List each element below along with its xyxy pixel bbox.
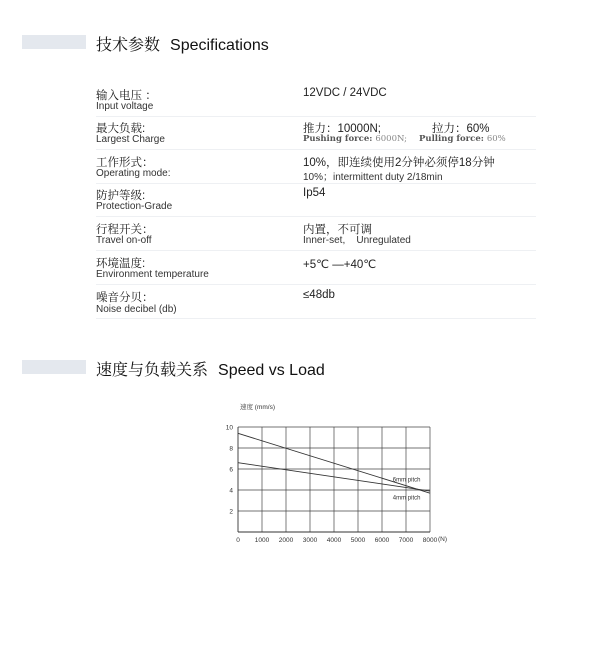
y-tick-label: 4 bbox=[229, 487, 233, 495]
section-marker-specs bbox=[22, 35, 86, 49]
specs-heading bbox=[96, 32, 269, 55]
chart-title-en: Speed vs Load bbox=[218, 362, 325, 379]
x-tick-label: 8000 bbox=[422, 537, 438, 544]
pushing-force-label: Pushing force: bbox=[303, 134, 373, 144]
x-tick-label: 2000 bbox=[278, 537, 294, 544]
x-tick-label: 4000 bbox=[326, 537, 342, 544]
spec-value: +5℃ —+40℃ bbox=[303, 259, 377, 271]
spec-row-largest-charge bbox=[96, 120, 516, 150]
row-divider bbox=[96, 116, 536, 117]
spec-label-en: Largest Charge bbox=[96, 134, 165, 145]
spec-label-zh: 防护等级: bbox=[96, 190, 146, 202]
y-tick-label: 6 bbox=[229, 466, 233, 474]
spec-row-input-voltage bbox=[96, 87, 516, 117]
spec-label-zh: 噪音分贝： bbox=[96, 292, 154, 304]
spec-label-en: Environment temperature bbox=[96, 269, 209, 280]
x-tick-label: 5000 bbox=[350, 537, 366, 544]
x-tick-label: 7000 bbox=[398, 537, 414, 544]
x-tick-label: 3000 bbox=[302, 537, 318, 544]
spec-row-operating-mode bbox=[96, 154, 516, 184]
spec-label-en: Input voltage bbox=[96, 101, 154, 112]
pulling-force-value: 60% bbox=[486, 134, 506, 144]
row-divider bbox=[96, 318, 536, 319]
row-divider bbox=[96, 183, 536, 184]
spec-label-zh: 最大负载: bbox=[96, 123, 146, 135]
spec-label-en: Protection-Grade bbox=[96, 201, 173, 212]
x-tick-label: 6000 bbox=[374, 537, 390, 544]
pulling-force-line bbox=[419, 134, 506, 144]
spec-row-travel-switch bbox=[96, 221, 516, 251]
spec-value-line2: Inner-set, Unregulated bbox=[303, 235, 411, 246]
spec-value-right: 拉力：60% bbox=[432, 123, 490, 135]
spec-label-zh: 行程开关： bbox=[96, 224, 154, 236]
spec-label-en: Travel on-off bbox=[96, 235, 152, 246]
x-tick-label: 1000 bbox=[254, 537, 270, 544]
spec-label-en: Operating mode: bbox=[96, 168, 171, 179]
chart-heading bbox=[96, 357, 325, 380]
spec-value: 推力：10000N; bbox=[303, 123, 381, 135]
y-axis-label: 速度 (mm/s) bbox=[240, 404, 276, 411]
row-divider bbox=[96, 149, 536, 150]
row-divider bbox=[96, 284, 536, 285]
y-tick-label: 10 bbox=[225, 424, 233, 432]
chart-title-zh: 速度与负载关系 bbox=[96, 362, 209, 379]
speed-load-chart bbox=[220, 398, 460, 558]
pushing-force-line bbox=[303, 134, 407, 144]
row-divider bbox=[96, 216, 536, 217]
pushing-force-value: 6000N; bbox=[375, 134, 407, 144]
y-tick-label: 2 bbox=[229, 508, 233, 516]
spec-label-zh: 输入电压 ： bbox=[96, 90, 157, 102]
spec-value: ≤48db bbox=[303, 289, 335, 301]
spec-value: 10%，即连续使用2分钟必须停18分钟 bbox=[303, 157, 495, 169]
spec-value-line2: 10%；intermittent duty 2/18min bbox=[303, 172, 443, 183]
row-divider bbox=[96, 250, 536, 251]
specs-title-zh: 技术参数 bbox=[96, 37, 161, 54]
spec-label-zh: 工作形式： bbox=[96, 157, 154, 169]
pulling-force-label: Pulling force: bbox=[419, 134, 484, 144]
series-label: 4mm pitch bbox=[392, 495, 421, 502]
specs-title-en: Specifications bbox=[170, 37, 269, 54]
y-tick-label: 8 bbox=[229, 445, 233, 453]
spec-row-noise-decibel bbox=[96, 289, 516, 319]
spec-value: 12VDC / 24VDC bbox=[303, 87, 387, 99]
spec-label-zh: 环境温度: bbox=[96, 258, 146, 270]
spec-label-en: Noise decibel (db) bbox=[96, 304, 177, 315]
spec-row-protection-grade bbox=[96, 187, 516, 217]
spec-value: 内置，不可调 bbox=[303, 224, 372, 236]
spec-value: Ip54 bbox=[303, 187, 326, 199]
series-label: 6mm pitch bbox=[392, 477, 421, 484]
spec-row-environment-temperature bbox=[96, 255, 516, 285]
section-marker-chart bbox=[22, 360, 86, 374]
x-axis-label: (N) bbox=[438, 536, 448, 543]
x-tick-label: 0 bbox=[236, 537, 240, 544]
